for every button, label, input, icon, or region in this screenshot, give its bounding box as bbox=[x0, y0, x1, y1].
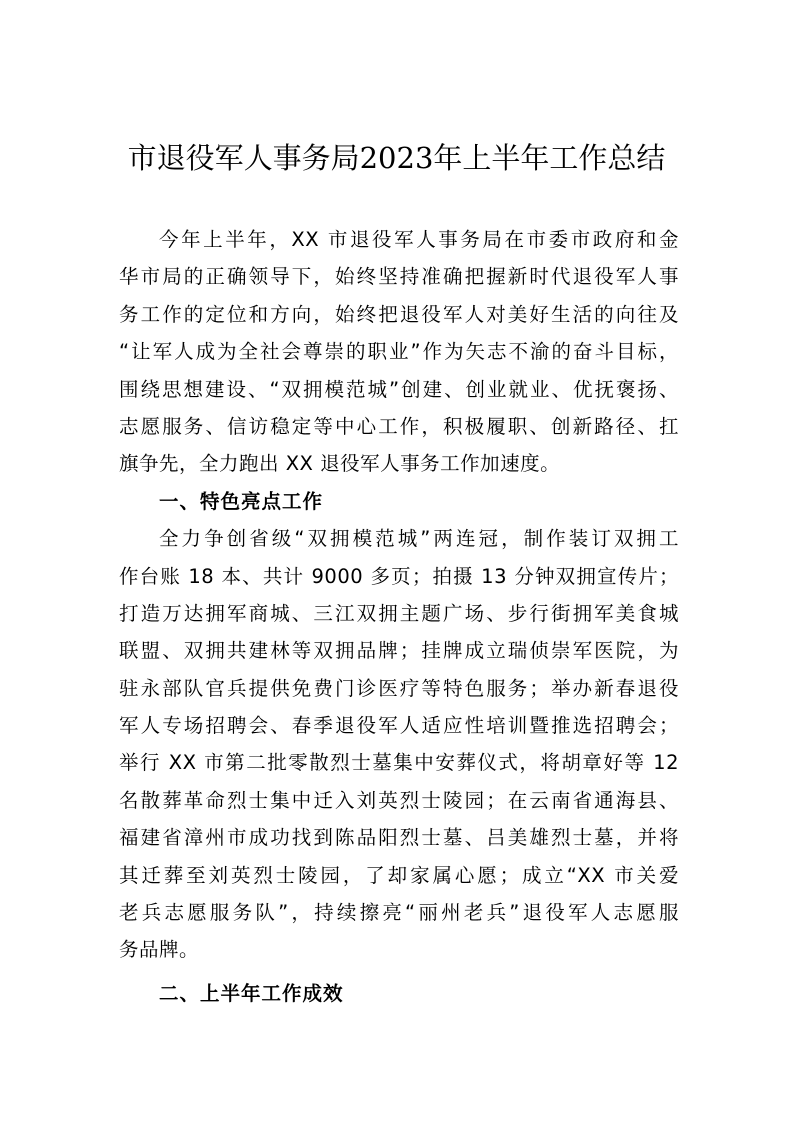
intro-paragraph bbox=[119, 221, 679, 483]
paragraph-line: 旗争先，全力跑出 XX 退役军人事务工作加速度。 bbox=[119, 452, 561, 476]
paragraph-line: 驻永部队官兵提供免费门诊医疗等特色服务；举办新春退役 bbox=[119, 676, 679, 700]
paragraph-line: 其迁葬至刘英烈士陵园，了却家属心愿；成立“XX 市关爱 bbox=[119, 863, 679, 887]
paragraph-line: 老兵志愿服务队”，持续擦亮“丽州老兵”退役军人志愿服 bbox=[119, 901, 679, 925]
paragraph-line: 务工作的定位和方向，始终把退役军人对美好生活的向往及 bbox=[119, 302, 679, 326]
paragraph-line: 全力争创省级“双拥模范城”两连冠，制作装订双拥工 bbox=[159, 527, 679, 551]
document-body bbox=[119, 221, 679, 1012]
paragraph-line: 军人专场招聘会、春季退役军人适应性培训暨推选招聘会； bbox=[119, 714, 679, 738]
section-heading-highlights: 一、特色亮点工作 bbox=[159, 489, 324, 513]
paragraph-line: 务品牌。 bbox=[119, 938, 200, 962]
paragraph-line: 华市局的正确领导下，始终坚持准确把握新时代退役军人事 bbox=[119, 265, 679, 289]
paragraph-line: 作台账 18 本、共计 9000 多页；拍摄 13 分钟双拥宣传片； bbox=[119, 564, 679, 588]
paragraph-line: 今年上半年，XX 市退役军人事务局在市委市政府和金 bbox=[159, 228, 679, 251]
paragraph-line: 打造万达拥军商城、三江双拥主题广场、步行街拥军美食城 bbox=[119, 601, 679, 625]
paragraph-line: “让军人成为全社会尊崇的职业”作为矢志不渝的奋斗目标， bbox=[119, 340, 679, 364]
section-heading-results: 二、上半年工作成效 bbox=[159, 981, 344, 1005]
paragraph-line: 围绕思想建设、“双拥模范城”创建、创业就业、优抚褒扬、 bbox=[119, 377, 679, 401]
paragraph-line: 志愿服务、信访稳定等中心工作，积极履职、创新路径、扛 bbox=[119, 414, 679, 438]
highlights-paragraph bbox=[119, 520, 679, 969]
paragraph-line: 名散葬革命烈士集中迁入刘英烈士陵园；在云南省通海县、 bbox=[119, 788, 679, 812]
paragraph-line: 联盟、双拥共建林等双拥品牌；挂牌成立瑞侦崇军医院，为 bbox=[119, 639, 679, 663]
document-title: 市退役军人事务局2023年上半年工作总结 bbox=[127, 141, 666, 175]
paragraph-line: 福建省漳州市成功找到陈品阳烈士墓、吕美雄烈士墓，并将 bbox=[119, 826, 679, 850]
paragraph-line: 举行 XX 市第二批零散烈士墓集中安葬仪式，将胡章好等 12 bbox=[119, 751, 679, 775]
